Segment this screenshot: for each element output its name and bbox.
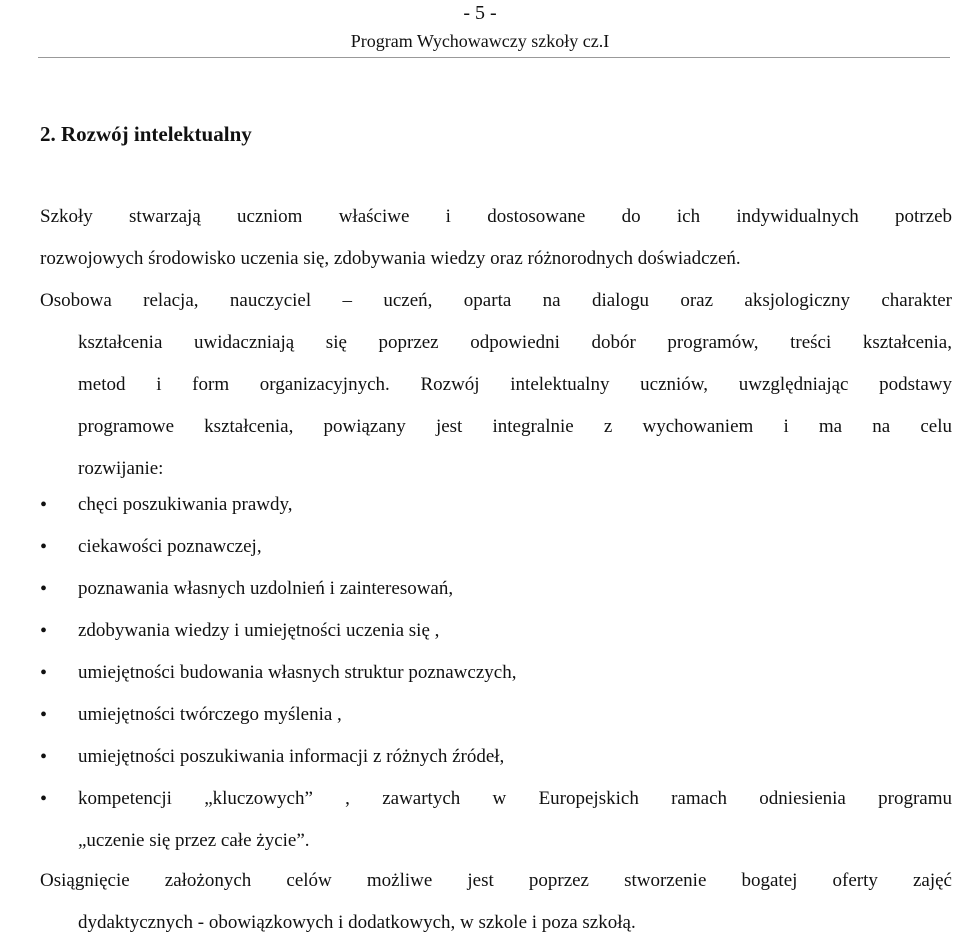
list-item-text: • zdobywania wiedzy i umiejętności uczenia się , [78, 620, 440, 641]
paragraph-line: Osobowa relacja, nauczyciel – uczeń, oparta na dialogu oraz aksjologiczny charakter [40, 290, 952, 311]
goals-list [40, 490, 952, 868]
paragraph-line: programowe kształcenia, powiązany jest integralnie z wychowaniem i ma na celu [78, 416, 952, 437]
list-item [40, 784, 952, 868]
list-item [40, 532, 952, 574]
list-item-text: „uczenie się przez całe życie”. [78, 830, 310, 851]
list-item [40, 490, 952, 532]
list-item-text: • umiejętności twórczego myślenia , [78, 704, 342, 725]
paragraph-line: Osiągnięcie założonych celów możliwe jest poprzez stworzenie bogatej oferty zajęć [40, 870, 952, 891]
list-item [40, 574, 952, 616]
list-item-text: • kompetencji „kluczowych” , zawartych w Europejskich ramach odniesienia programu [78, 788, 952, 809]
list-item-text: • umiejętności poszukiwania informacji z różnych źródeł, [78, 746, 505, 767]
paragraph-line: kształcenia uwidaczniają się poprzez odpowiedni dobór programów, treści kształcenia, [78, 332, 952, 353]
list-item [40, 616, 952, 658]
intro-paragraph [40, 202, 952, 496]
list-item-text: • ciekawości poznawczej, [78, 536, 262, 557]
paragraph-line: Szkoły stwarzają uczniom właściwe i dostosowane do ich indywidualnych potrzeb [40, 206, 952, 227]
paragraph-line: metod i form organizacyjnych. Rozwój intelektualny uczniów, uwzględniając podstawy [78, 374, 952, 395]
paragraph-line: dydaktycznych - obowiązkowych i dodatkowych, w szkole i poza szkołą. [78, 912, 636, 933]
running-header: Program Wychowawczy szkoły cz.I [350, 31, 610, 51]
paragraph-line: rozwojowych środowisko uczenia się, zdobywania wiedzy oraz różnorodnych doświadczeń. [40, 248, 741, 269]
list-item-text: • chęci poszukiwania prawdy, [78, 494, 293, 515]
list-item-text: • poznawania własnych uzdolnień i zainteresowań, [78, 578, 454, 599]
list-item [40, 742, 952, 784]
list-item-text: • umiejętności budowania własnych struktur poznawczych, [78, 662, 517, 683]
list-item [40, 658, 952, 700]
paragraph-line: rozwijanie: [78, 458, 164, 479]
section-title: 2. Rozwój intelektualny [40, 122, 252, 146]
header-divider [38, 57, 950, 58]
closing-paragraph [40, 866, 952, 950]
list-item [40, 700, 952, 742]
page-number: - 5 - [463, 2, 497, 24]
